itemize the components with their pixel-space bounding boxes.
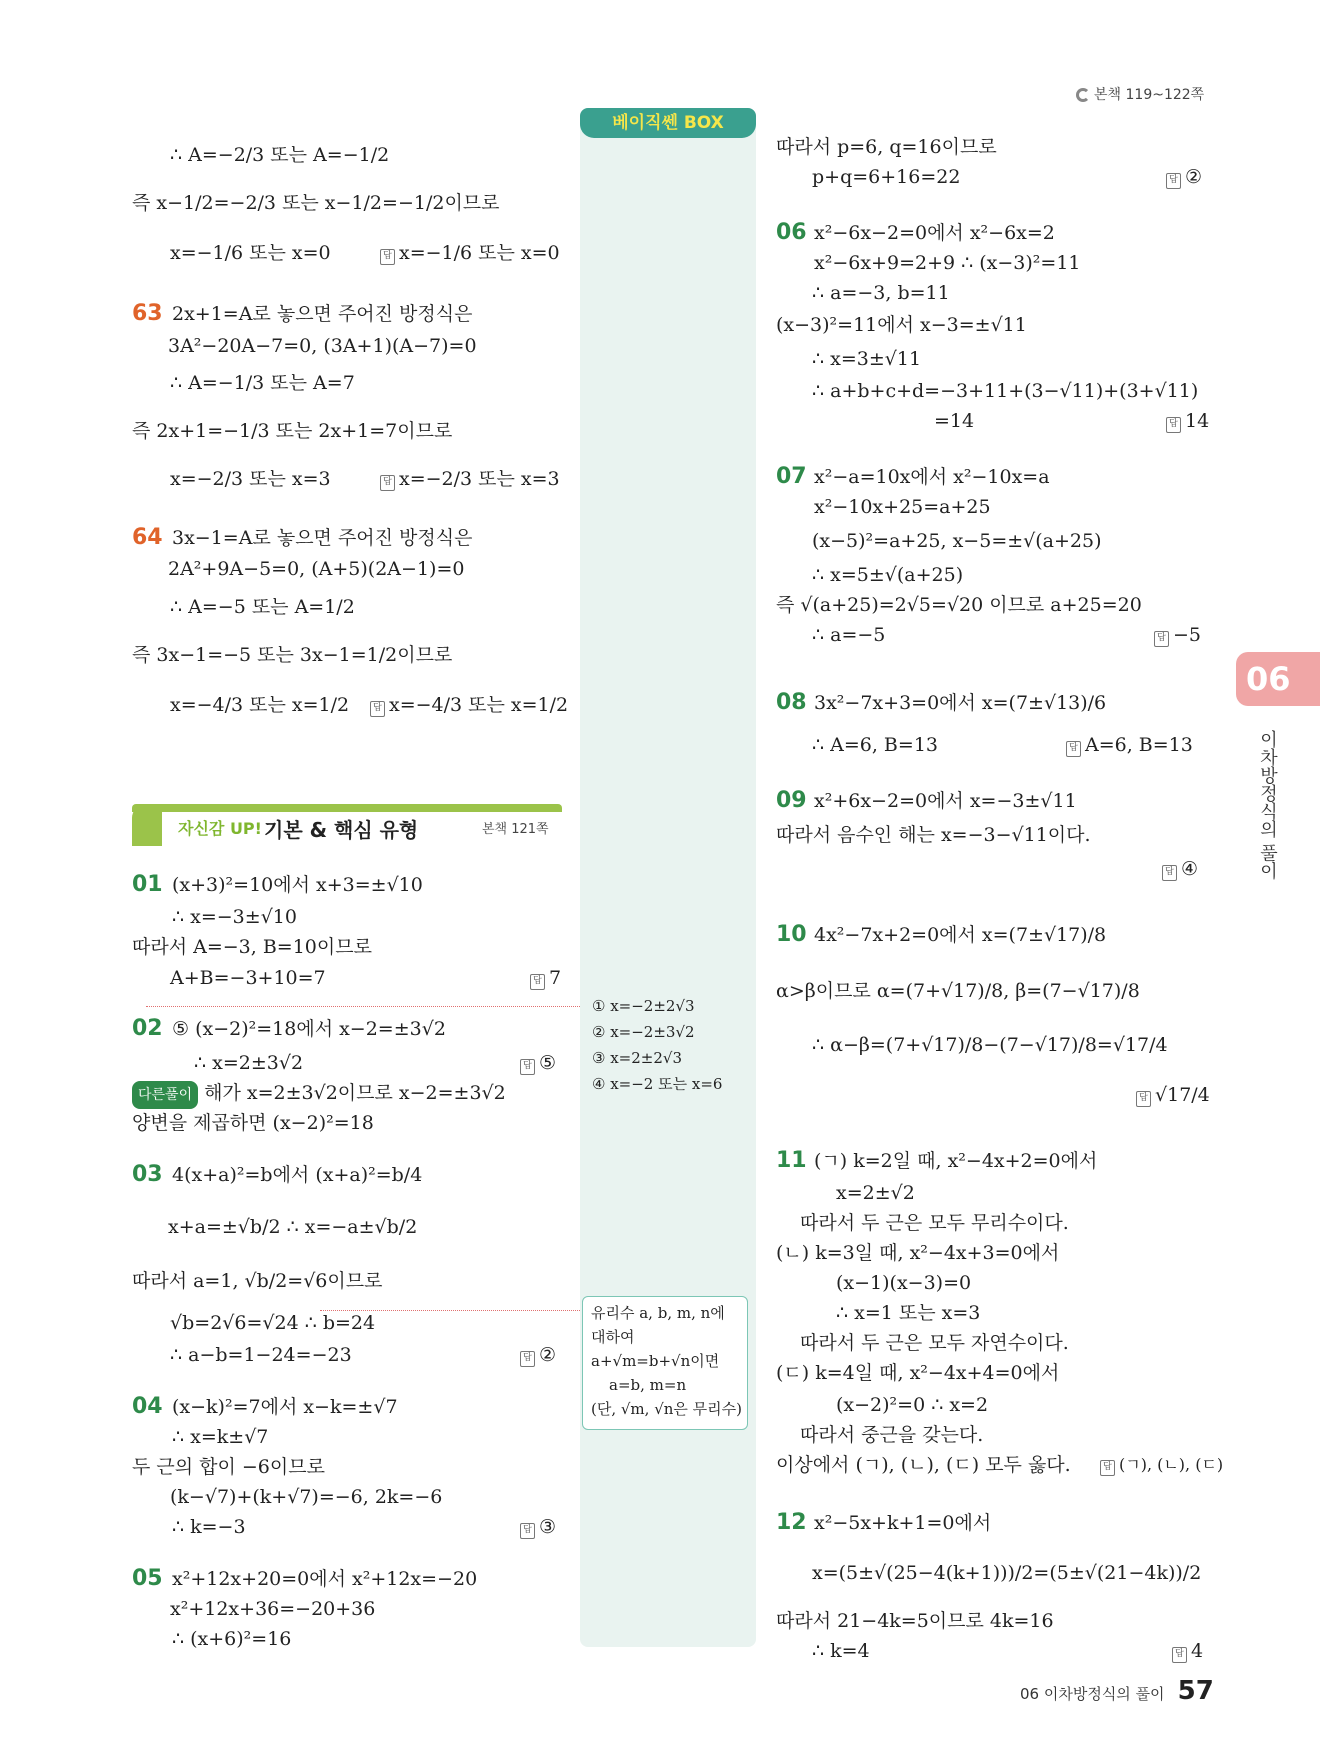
header-ref: 본책 119~122쪽 — [1076, 84, 1204, 104]
p11-line: 따라서 두 근은 모두 무리수이다. — [800, 1212, 1069, 1234]
p08-line: ∴ A=6, B=13 — [812, 734, 938, 756]
p08-line: 3x²−7x+3=0에서 x=(7±√13)/6 — [814, 692, 1107, 714]
p12-line: x²−5x+k+1=0에서 — [814, 1512, 992, 1534]
answer-09: 답 ④ — [1162, 856, 1198, 882]
p11-line: 이상에서 (ㄱ), (ㄴ), (ㄷ) 모두 옳다. — [776, 1454, 1071, 1476]
answer-icon: 답 — [1154, 631, 1169, 647]
answer-icon: 답 — [370, 701, 385, 717]
p06-line: x²−6x−2=0에서 x²−6x=2 — [814, 222, 1055, 244]
p04-line: ∴ x=k±√7 — [172, 1426, 269, 1448]
answer-11: 답 (ㄱ), (ㄴ), (ㄷ) — [1100, 1452, 1223, 1478]
chapter-tab: 06 — [1236, 652, 1320, 706]
answer-icon: 답 — [1162, 865, 1177, 881]
box-option: ③ x=2±2√3 — [592, 1049, 682, 1067]
p06-line: ∴ a+b+c+d=−3+11+(3−√11)+(3+√11) — [812, 380, 1199, 402]
footer-chapter: 06 이차방정식의 풀이 — [1020, 1685, 1165, 1703]
box-note-line: a=b, m=n — [609, 1376, 687, 1394]
p05-line: x²+12x+36=−20+36 — [170, 1598, 376, 1620]
p07-line: ∴ a=−5 — [812, 624, 886, 646]
p04-line: (x−k)²=7에서 x−k=±√7 — [172, 1396, 398, 1418]
answer-10: 답 √17/4 — [1136, 1082, 1210, 1108]
answer-63: 답 x=−2/3 또는 x=3 — [380, 466, 560, 492]
problem-number: 01 — [132, 872, 163, 897]
p63-line: x=−2/3 또는 x=3 — [170, 468, 331, 490]
p63-line: 2x+1=A로 놓으면 주어진 방정식은 — [172, 303, 473, 325]
banner-top-bar — [132, 804, 562, 812]
p03-line: 4(x+a)²=b에서 (x+a)²=b/4 — [172, 1164, 423, 1186]
answer-icon: 답 — [520, 1059, 535, 1075]
p01-line: ∴ x=−3±√10 — [172, 906, 297, 928]
answer-icon: 답 — [530, 974, 545, 990]
p10-line: 4x²−7x+2=0에서 x=(7±√17)/8 — [814, 924, 1107, 946]
left-line-2: 즉 x−1/2=−2/3 또는 x−1/2=−1/2이므로 — [132, 192, 500, 214]
box-note-line: (단, √m, √n은 무리수) — [591, 1400, 742, 1418]
p07-line: x²−10x+25=a+25 — [814, 496, 991, 518]
answer-icon: 답 — [1136, 1091, 1151, 1107]
problem-number: 64 — [132, 525, 163, 550]
p04-line: ∴ k=−3 — [172, 1516, 246, 1538]
right-line: 따라서 p=6, q=16이므로 — [776, 136, 997, 158]
p01-line: A+B=−3+10=7 — [170, 967, 326, 989]
p06-line: (x−3)²=11에서 x−3=±√11 — [776, 314, 1027, 336]
p64-line: 3x−1=A로 놓으면 주어진 방정식은 — [172, 527, 473, 549]
sidebar-box-title: 베이직쎈 BOX — [580, 108, 756, 138]
p03-line: ∴ a−b=1−24=−23 — [170, 1344, 352, 1366]
answer-01: 답 7 — [530, 965, 561, 991]
answer-icon: 답 — [380, 249, 395, 265]
problem-number: 05 — [132, 1566, 163, 1591]
problem-number: 06 — [776, 220, 807, 245]
left-line-3: x=−1/6 또는 x=0 — [170, 242, 331, 264]
alt-solution-tag: 다른풀이 — [132, 1081, 198, 1109]
right-line: p+q=6+16=22 — [812, 166, 961, 188]
dotted-connector — [146, 1006, 580, 1007]
problem-number: 10 — [776, 922, 807, 947]
p02-line: 양변을 제곱하면 (x−2)²=18 — [132, 1112, 374, 1134]
problem-number: 03 — [132, 1162, 163, 1187]
answer-06: 답 14 — [1166, 408, 1209, 434]
banner-title: 기본 & 핵심 유형 — [264, 818, 419, 842]
p06-line: ∴ x=3±√11 — [812, 348, 922, 370]
p64-line: 즉 3x−1=−5 또는 3x−1=1/2이므로 — [132, 644, 453, 666]
p64-line: 2A²+9A−5=0, (A+5)(2A−1)=0 — [168, 558, 465, 580]
p11-line: (ㄷ) k=4일 때, x²−4x+4=0에서 — [776, 1362, 1060, 1384]
problem-number: 02 — [132, 1016, 163, 1041]
p64-line: ∴ A=−5 또는 A=1/2 — [170, 596, 355, 618]
problem-number: 09 — [776, 788, 807, 813]
p63-line: 3A²−20A−7=0, (3A+1)(A−7)=0 — [168, 335, 477, 357]
p11-line: (x−1)(x−3)=0 — [836, 1272, 972, 1294]
problem-number: 11 — [776, 1148, 807, 1173]
banner-ref: 본책 121쪽 — [482, 822, 549, 837]
answer-icon: 답 — [520, 1351, 535, 1367]
answer-64: 답 x=−4/3 또는 x=1/2 — [370, 692, 568, 718]
box-option: ② x=−2±3√2 — [592, 1023, 695, 1041]
left-line-1: ∴ A=−2/3 또는 A=−1/2 — [170, 144, 390, 166]
answer-icon: 답 — [1166, 417, 1181, 433]
answer-icon: 답 — [520, 1523, 535, 1539]
problem-number: 63 — [132, 301, 163, 326]
p64-line: x=−4/3 또는 x=1/2 — [170, 694, 350, 716]
p03-line: √b=2√6=√24 ∴ b=24 — [170, 1312, 376, 1334]
p05-line: x²+12x+20=0에서 x²+12x=−20 — [172, 1568, 478, 1590]
answer-03: 답 ② — [520, 1342, 556, 1368]
p03-line: 따라서 a=1, √b/2=√6이므로 — [132, 1270, 383, 1292]
problem-number: 08 — [776, 690, 807, 715]
p01-line: 따라서 A=−3, B=10이므로 — [132, 936, 372, 958]
box-option: ① x=−2±2√3 — [592, 997, 695, 1015]
p11-line: ∴ x=1 또는 x=3 — [836, 1302, 981, 1324]
refresh-icon — [1076, 88, 1090, 102]
p07-line: (x−5)²=a+25, x−5=±√(a+25) — [812, 530, 1102, 552]
p10-line: α>β이므로 α=(7+√17)/8, β=(7−√17)/8 — [776, 980, 1140, 1002]
p02-alt: 다른풀이 해가 x=2±3√2이므로 x−2=±3√2 — [132, 1080, 506, 1109]
banner-accent — [132, 804, 162, 846]
p02-line: ∴ x=2±3√2 — [194, 1052, 304, 1074]
answer-icon: 답 — [1166, 173, 1181, 189]
p07-line: 즉 √(a+25)=2√5=√20 이므로 a+25=20 — [776, 594, 1142, 616]
footer — [1020, 1676, 1214, 1706]
box-note-line: 대하여 — [591, 1328, 635, 1346]
p06-line: x²−6x+9=2+9 ∴ (x−3)²=11 — [814, 252, 1081, 274]
p01-line: (x+3)²=10에서 x+3=±√10 — [172, 874, 423, 896]
p11-line: (ㄱ) k=2일 때, x²−4x+2=0에서 — [814, 1150, 1098, 1172]
answer-icon: 답 — [1066, 741, 1081, 757]
p05-line: ∴ (x+6)²=16 — [172, 1628, 292, 1650]
answer-05: 답 ② — [1166, 164, 1202, 190]
p03-line: x+a=±√b/2 ∴ x=−a±√b/2 — [168, 1216, 418, 1238]
problem-number: 07 — [776, 464, 807, 489]
p07-line: x²−a=10x에서 x²−10x=a — [814, 466, 1050, 488]
section-banner — [132, 804, 562, 846]
answer-12: 답 4 — [1172, 1638, 1203, 1664]
p11-line: x=2±√2 — [836, 1182, 915, 1204]
p11-line: (x−2)²=0 ∴ x=2 — [836, 1394, 989, 1416]
answer-icon: 답 — [1100, 1460, 1115, 1476]
problem-number: 12 — [776, 1510, 807, 1535]
banner-brand: 자신감 UP! — [178, 819, 262, 838]
p02-line: ⑤ (x−2)²=18에서 x−2=±3√2 — [172, 1018, 446, 1040]
p11-line: 따라서 두 근은 모두 자연수이다. — [800, 1332, 1069, 1354]
p12-line: x=(5±√(25−4(k+1)))/2=(5±√(21−4k))/2 — [812, 1562, 1202, 1584]
p12-line: 따라서 21−4k=5이므로 4k=16 — [776, 1610, 1054, 1632]
p09-line: x²+6x−2=0에서 x=−3±√11 — [814, 790, 1077, 812]
problem-number: 04 — [132, 1394, 163, 1419]
answer-icon: 답 — [1172, 1647, 1187, 1663]
p12-line: ∴ k=4 — [812, 1640, 870, 1662]
p11-line: (ㄴ) k=3일 때, x²−4x+3=0에서 — [776, 1242, 1060, 1264]
p11-line: 따라서 중근을 갖는다. — [800, 1424, 984, 1446]
p63-line: ∴ A=−1/3 또는 A=7 — [170, 372, 355, 394]
p10-line: ∴ α−β=(7+√17)/8−(7−√17)/8=√17/4 — [812, 1034, 1168, 1056]
box-note-line: 유리수 a, b, m, n에 — [591, 1304, 725, 1322]
p06-line: =14 — [934, 410, 975, 432]
p04-line: (k−√7)+(k+√7)=−6, 2k=−6 — [170, 1486, 443, 1508]
answer-62: 답 x=−1/6 또는 x=0 — [380, 240, 560, 266]
chapter-tab-label: 이차방정식의 풀이 — [1257, 730, 1278, 880]
box-note — [582, 1296, 748, 1430]
answer-04: 답 ③ — [520, 1514, 556, 1540]
answer-08: 답 A=6, B=13 — [1066, 732, 1193, 758]
p63-line: 즉 2x+1=−1/3 또는 2x+1=7이므로 — [132, 420, 453, 442]
p07-line: ∴ x=5±√(a+25) — [812, 564, 964, 586]
page-number: 57 — [1177, 1676, 1214, 1706]
box-note-line: a+√m=b+√n이면 — [591, 1352, 720, 1370]
box-option: ④ x=−2 또는 x=6 — [592, 1075, 723, 1093]
p06-line: ∴ a=−3, b=11 — [812, 282, 950, 304]
p09-line: 따라서 음수인 해는 x=−3−√11이다. — [776, 824, 1091, 846]
answer-07: 답 −5 — [1154, 622, 1201, 648]
answer-icon: 답 — [380, 475, 395, 491]
answer-02: 답 ⑤ — [520, 1050, 556, 1076]
p04-line: 두 근의 합이 −6이므로 — [132, 1456, 325, 1478]
